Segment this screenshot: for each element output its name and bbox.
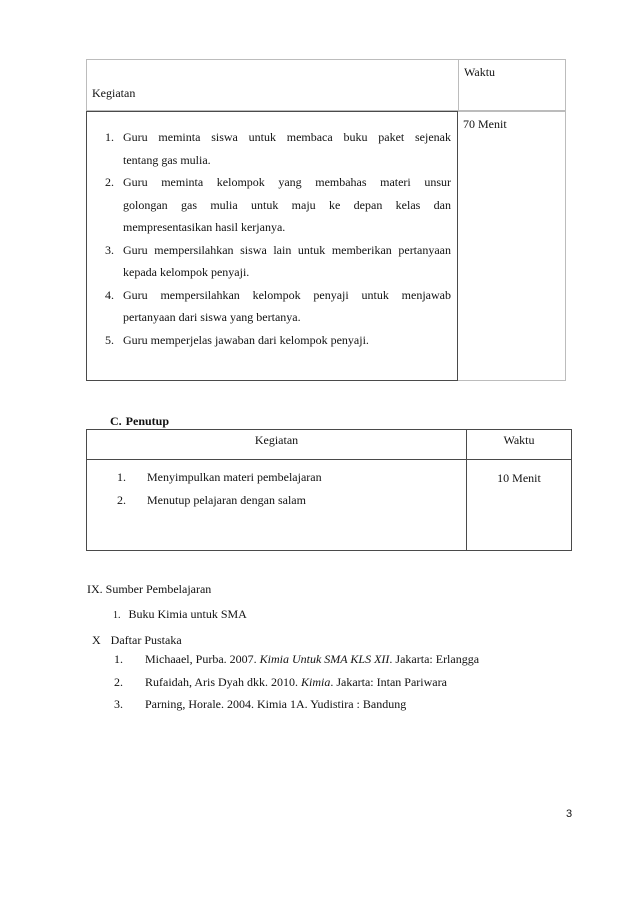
sumber-item (113, 607, 247, 622)
step-line: mempresentasikan hasil kerjanya. (123, 220, 286, 234)
row-text: Menyimpulkan materi pembelajaran (147, 470, 322, 484)
step-line: Guru mempersilahkan siswa lain untuk memberikan pertanyaan (123, 242, 451, 257)
row-number: 2. (117, 493, 126, 507)
step-number: 4. (105, 287, 114, 302)
core-activity-table (86, 59, 566, 381)
reference-text (145, 675, 447, 690)
activity-step (93, 284, 451, 329)
reference-text-part: Rufaidah, Aris Dyah dkk. 2010. (145, 675, 301, 689)
waktu-header: Waktu (464, 65, 496, 79)
closing-activity-table (86, 429, 572, 551)
reference-text-part: Parning, Horale. 2004. Kimia 1A. Yudistira : Bandung (145, 697, 407, 711)
step-line: golongan gas mulia untuk maju ke depan kelas dan (123, 197, 451, 212)
waktu-header: Waktu (503, 433, 535, 447)
kegiatan-header: Kegiatan (254, 433, 299, 447)
reference-text-part: . Jakarta: Erlangga (389, 652, 480, 666)
reference-number: 1. (114, 652, 123, 666)
section-roman: X (92, 633, 101, 647)
activity-steps-list (93, 126, 451, 351)
column-divider (466, 430, 467, 550)
activity-steps-cell (86, 111, 458, 381)
reference-text-part: Michaael, Purba. 2007. (145, 652, 260, 666)
step-line: Guru memperjelas jawaban dari kelompok penyaji. (123, 332, 369, 347)
step-line: Guru meminta siswa untuk membaca buku paket sejenak (123, 130, 451, 144)
step-number: 5. (105, 332, 114, 347)
duration-value: 70 Menit (463, 117, 507, 131)
section-title: Penutup (125, 414, 170, 428)
step-number: 2. (105, 175, 114, 189)
step-line: Guru meminta kelompok yang membahas materi unsur (123, 175, 451, 189)
reference-title-italic: Kimia (300, 675, 331, 689)
penutup-heading (110, 414, 169, 429)
reference-title-italic: Kimia Untuk SMA KLS XII (259, 652, 390, 666)
duration-value: 10 Menit (497, 471, 541, 485)
waktu-header-cell (458, 59, 566, 111)
step-line: kepada kelompok penyaji. (123, 265, 250, 279)
step-line: pertanyaan dari siswa yang bertanya. (123, 310, 301, 324)
page-number: 3 (566, 808, 573, 820)
activity-step (93, 329, 451, 352)
section-letter: C. (110, 414, 122, 428)
activity-step (93, 171, 451, 239)
reference-text (145, 697, 406, 712)
step-line: tentang gas mulia. (123, 152, 211, 167)
daftar-pustaka-heading (92, 633, 182, 648)
item-number: 1. (113, 610, 121, 621)
sumber-heading: IX. Sumber Pembelajaran (87, 582, 212, 596)
row-text: Menutup pelajaran dengan salam (147, 493, 306, 507)
step-number: 1. (105, 130, 114, 144)
reference-text-part: . Jakarta: Intan Pariwara (330, 675, 447, 689)
row-number: 1. (117, 470, 126, 484)
step-number: 3. (105, 242, 114, 257)
reference-number: 2. (114, 675, 123, 689)
activity-step (93, 239, 451, 284)
step-line: Guru mempersilahkan kelompok penyaji untuk menjawab (123, 287, 451, 302)
activity-step (93, 126, 451, 171)
kegiatan-header-cell (86, 59, 458, 111)
item-text: Buku Kimia untuk SMA (128, 607, 247, 621)
reference-text (145, 652, 479, 667)
kegiatan-header: Kegiatan (92, 86, 136, 100)
section-title: Daftar Pustaka (110, 633, 182, 647)
duration-cell (458, 111, 566, 381)
reference-number: 3. (114, 697, 123, 711)
header-divider (87, 459, 571, 460)
